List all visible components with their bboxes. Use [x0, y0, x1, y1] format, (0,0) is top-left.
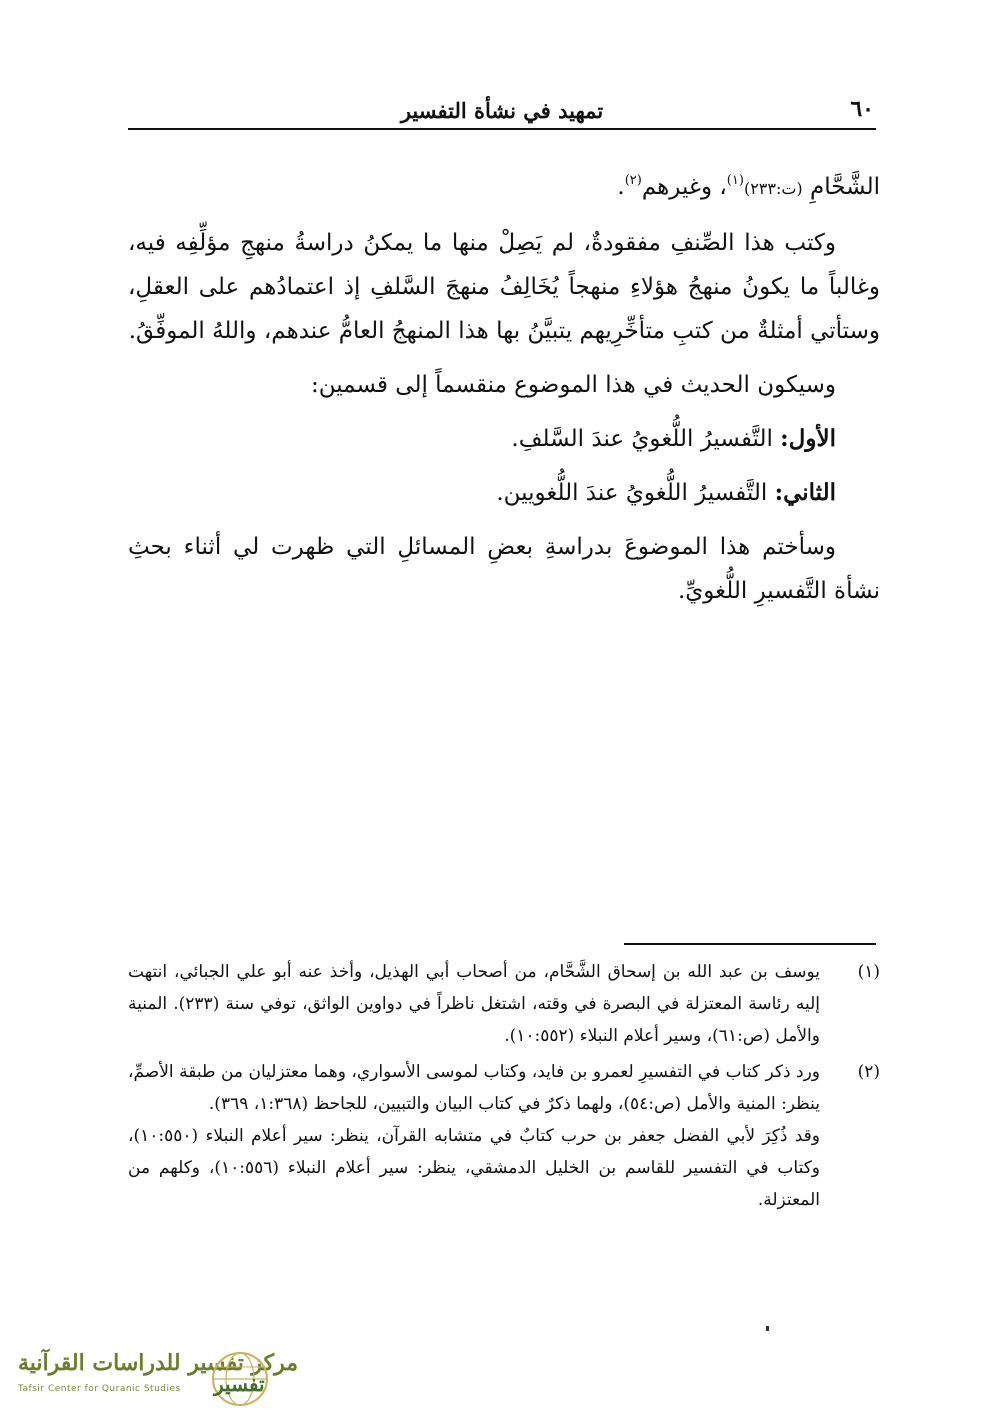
paragraph-1: وكتب هذا الصِّنفِ مفقودةٌ، لم يَصِلْ منها ما يمكنُ دراسةُ منهجِ مؤلِّفِه فيه، وغالباً ما يكونُ منهجُ هؤلاءِ منهجاً يُخَالِفُ منهجَ السَّلفِ إذ اعتمادُهم على العقلِ، وستأتي أمثلةٌ من كتبِ متأخِّرِيهم يتبيَّنُ بها هذا المنهجُ العامُّ عندهم، واللهُ الموفِّقُ.	[128, 230, 880, 344]
main-text	[128, 165, 880, 613]
running-title: تمهيد في نشأة التفسير	[400, 98, 604, 123]
footnotes	[128, 956, 880, 1220]
opening-name: الشَّحَّامِ	[809, 174, 880, 200]
footnote-1	[128, 956, 880, 1052]
list-item-2-text: التَّفسيرُ اللُّغويُ عندَ اللُّغويين.	[496, 480, 768, 506]
list-item-1	[128, 417, 880, 461]
logo-emblem-text: تفسير	[214, 1372, 265, 1396]
opening-rest: ، وغيرهم	[641, 174, 727, 200]
footnote-text: يوسف بن عبد الله بن إسحاق الشَّحَّام، من أصحاب أبي الهذيل، وأخذ عنه أبو علي الجبائي، انتهت إليه رئاسة المعتزلة في البصرة في وقته، اشتغل ناظراً في دواوين الواثق، توفي سنة (٢٣٣). المنية والأمل (ص:٦١)، وسير أعلام النبلاء (١٠:٥٥٢).	[128, 962, 820, 1046]
footnote-divider	[624, 943, 876, 945]
stray-mark	[766, 1326, 769, 1331]
logo-subtitle: Tafsir Center for Quranic Studies	[18, 1384, 181, 1394]
list-item-2	[128, 471, 880, 515]
footnote-text: وقد ذُكِرَ لأبي الفضل جعفر بن حرب كتابٌ في متشابه القرآن، ينظر: سير أعلام النبلاء (١٠:٥٥٠)، وكتاب في التفسير للقاسم بن الخليل الدمشقي، ينظر: سير أعلام النبلاء (١٠:٥٥٦)، وكلهم من المعتزلة.	[128, 1126, 820, 1210]
opening-end: .	[617, 174, 625, 200]
list-item-1-text: التَّفسيرُ اللُّغويُ عندَ السَّلفِ.	[511, 426, 773, 452]
logo-name: مركز تفسير للدراسات القرآنية	[18, 1350, 299, 1376]
footnote-2	[128, 1056, 880, 1216]
footnote-number: (١)	[857, 962, 880, 982]
publisher-logo	[6, 1348, 299, 1412]
list-item-1-label: الأول:	[780, 425, 836, 452]
footnote-text: ورد ذكر كتاب في التفسيرِ لعمرو بن فايد، وكتاب لموسى الأسواري، وهما معتزليان من طبقة الأصمِّ، ينظر: المنية والأمل (ص:٥٤)، ولهما ذكرٌ في كتاب البيان والتبيين، للجاحظ (١:٣٦٨، ٣٦٩).	[128, 1062, 820, 1114]
paragraph-3: وسأختم هذا الموضوعَ بدراسةِ بعضِ المسائلِ التي ظهرت لي أثناء بحثِ نشأة التَّفسيرِ اللُّغويِّ.	[128, 534, 880, 604]
footnote-ref-2[interactable]: (٢)	[624, 173, 642, 188]
page-header	[128, 90, 876, 130]
page-number: ٦٠	[850, 96, 874, 122]
list-item-2-label: الثاني:	[774, 479, 836, 506]
death-date: (ت:٢٣٣)	[743, 179, 803, 198]
footnote-ref-1[interactable]: (١)	[726, 173, 744, 188]
opening-line	[128, 165, 880, 211]
paragraph-2: وسيكون الحديث في هذا الموضوع منقسماً إلى قسمين:	[310, 372, 836, 398]
footnote-number: (٢)	[857, 1062, 880, 1082]
